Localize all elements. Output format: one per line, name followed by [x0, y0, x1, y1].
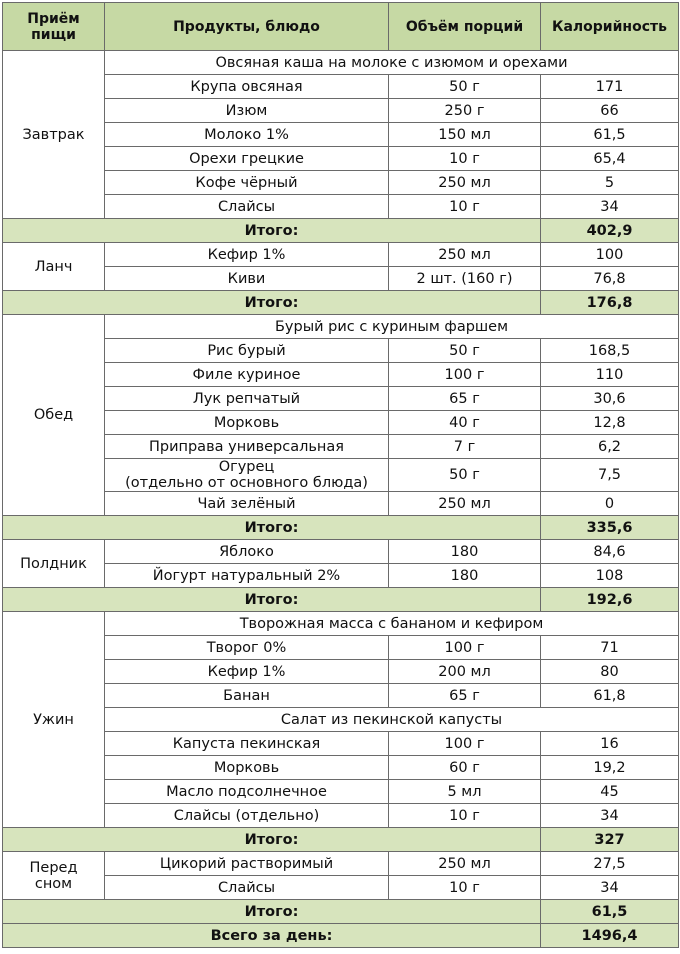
product-cell [105, 636, 389, 660]
product-name: Огурец [218, 459, 275, 475]
total-row [3, 828, 679, 852]
calories-cell: 34 [541, 195, 679, 219]
table-row [3, 684, 679, 708]
product-cell [105, 411, 389, 435]
calories-cell: 108 [541, 564, 679, 588]
calories-cell: 0 [541, 492, 679, 516]
calories-cell: 16 [541, 732, 679, 756]
table-row [3, 123, 679, 147]
calories-cell: 65,4 [541, 147, 679, 171]
header-product: Продукты, блюдо [105, 3, 389, 51]
table-row [3, 492, 679, 516]
calories-cell: 19,2 [541, 756, 679, 780]
total-label: Итого: [3, 219, 541, 243]
calories-cell: 168,5 [541, 339, 679, 363]
product-name: Крупа овсяная [190, 78, 303, 95]
calories-cell: 12,8 [541, 411, 679, 435]
meal-name-text: Ужин [33, 711, 74, 728]
product-name: Кефир 1% [207, 246, 286, 263]
calories-cell: 84,6 [541, 540, 679, 564]
calorie-table [2, 2, 679, 948]
product-cell [105, 435, 389, 459]
product-cell [105, 267, 389, 291]
product-cell [105, 540, 389, 564]
product-name: Йогурт натуральный 2% [152, 567, 341, 584]
meal-name [3, 612, 105, 828]
calories-cell: 34 [541, 804, 679, 828]
portion-cell: 65 г [389, 684, 541, 708]
total-label: Итого: [3, 516, 541, 540]
table-row [3, 852, 679, 876]
total-label: Итого: [3, 828, 541, 852]
product-name: Цикорий растворимый [159, 855, 334, 872]
meal-name-text: Полдник [20, 555, 87, 572]
dish-title: Овсяная каша на молоке с изюмом и орехами [105, 51, 679, 75]
product-name: Творог 0% [206, 639, 287, 656]
product-cell [105, 99, 389, 123]
product-name: Масло подсолнечное [166, 783, 327, 800]
product-name: Лук репчатый [192, 390, 301, 407]
product-cell [105, 363, 389, 387]
dish-title: Салат из пекинской капусты [105, 708, 679, 732]
product-name: Слайсы [217, 879, 276, 896]
portion-cell: 250 мл [389, 243, 541, 267]
portion-cell: 180 [389, 540, 541, 564]
product-name: Капуста пекинская [172, 735, 321, 752]
product-name: Чай зелёный [197, 495, 296, 512]
portion-cell: 250 мл [389, 852, 541, 876]
meal-name-text: Обед [33, 407, 74, 423]
calories-cell: 27,5 [541, 852, 679, 876]
portion-cell: 65 г [389, 387, 541, 411]
dish-row [3, 612, 679, 636]
portion-cell: 200 мл [389, 660, 541, 684]
product-name: Яблоко [219, 543, 274, 560]
table-row [3, 636, 679, 660]
dish-row [3, 51, 679, 75]
portion-cell: 10 г [389, 876, 541, 900]
meal-name [3, 540, 105, 588]
table-row [3, 411, 679, 435]
portion-cell: 50 г [389, 339, 541, 363]
calories-cell: 171 [541, 75, 679, 99]
meal-name [3, 315, 105, 516]
meal-name [3, 243, 105, 291]
product-cell [105, 195, 389, 219]
product-name: Морковь [213, 414, 280, 431]
portion-cell: 7 г [389, 435, 541, 459]
calories-cell: 34 [541, 876, 679, 900]
total-value: 176,8 [541, 291, 679, 315]
meal-name [3, 852, 105, 900]
total-row [3, 291, 679, 315]
portion-cell: 10 г [389, 147, 541, 171]
meal-name-text: Завтрак [22, 126, 85, 143]
product-cell [105, 171, 389, 195]
table-row [3, 243, 679, 267]
calories-cell: 110 [541, 363, 679, 387]
total-value: 192,6 [541, 588, 679, 612]
dish-title: Творожная масса с бананом и кефиром [105, 612, 679, 636]
product-cell [105, 459, 389, 492]
table-row [3, 363, 679, 387]
table-row [3, 780, 679, 804]
product-name: Рис бурый [207, 342, 286, 359]
meal-name-text: Ланч [34, 258, 73, 275]
total-row [3, 900, 679, 924]
product-name: Кофе чёрный [195, 174, 298, 191]
calories-cell: 6,2 [541, 435, 679, 459]
product-cell [105, 243, 389, 267]
product-cell [105, 492, 389, 516]
total-label: Итого: [3, 588, 541, 612]
product-cell [105, 876, 389, 900]
portion-cell: 50 г [389, 75, 541, 99]
product-cell [105, 339, 389, 363]
header-meal-word: Приём [27, 10, 80, 27]
meal-name [3, 51, 105, 219]
portion-cell: 180 [389, 564, 541, 588]
header-portion: Объём порций [389, 3, 541, 51]
table-body [3, 51, 679, 948]
portion-cell: 40 г [389, 411, 541, 435]
portion-cell: 250 мл [389, 492, 541, 516]
portion-cell: 100 г [389, 732, 541, 756]
total-value: 402,9 [541, 219, 679, 243]
calories-cell: 66 [541, 99, 679, 123]
calories-cell: 100 [541, 243, 679, 267]
portion-cell: 10 г [389, 195, 541, 219]
product-name: Слайсы (отдельно) [173, 807, 320, 824]
table-row [3, 435, 679, 459]
calories-cell: 61,5 [541, 123, 679, 147]
grand-total-label: Всего за день: [3, 924, 541, 948]
product-name: Киви [227, 270, 266, 287]
total-label: Итого: [3, 900, 541, 924]
product-name: Молоко 1% [204, 126, 289, 143]
portion-cell: 100 г [389, 636, 541, 660]
product-note: (отдельно от основного блюда) [125, 475, 368, 491]
header-meal [3, 3, 105, 51]
calories-cell: 5 [541, 171, 679, 195]
product-name: Кефир 1% [207, 663, 286, 680]
portion-cell: 150 мл [389, 123, 541, 147]
grand-total-value: 1496,4 [541, 924, 679, 948]
product-name: Приправа универсальная [148, 438, 345, 455]
table-row [3, 195, 679, 219]
product-name: Филе куриное [192, 366, 301, 383]
product-cell [105, 387, 389, 411]
table-row [3, 564, 679, 588]
portion-cell: 5 мл [389, 780, 541, 804]
total-row [3, 588, 679, 612]
header-calories: Калорийность [541, 3, 679, 51]
calories-cell: 30,6 [541, 387, 679, 411]
product-cell [105, 756, 389, 780]
table-row [3, 75, 679, 99]
table-row [3, 540, 679, 564]
calories-cell: 71 [541, 636, 679, 660]
product-name: Орехи грецкие [189, 150, 304, 167]
product-name: Банан [223, 687, 270, 704]
dish-title: Бурый рис с куриным фаршем [105, 315, 679, 339]
product-cell [105, 852, 389, 876]
portion-cell: 100 г [389, 363, 541, 387]
table-row [3, 339, 679, 363]
table-row [3, 387, 679, 411]
table-row [3, 804, 679, 828]
product-name: Морковь [213, 759, 280, 776]
dish-row [3, 708, 679, 732]
portion-cell: 60 г [389, 756, 541, 780]
portion-cell: 2 шт. (160 г) [389, 267, 541, 291]
table-row [3, 147, 679, 171]
table-row [3, 171, 679, 195]
header-meal-word: пищи [31, 26, 76, 43]
portion-cell: 10 г [389, 804, 541, 828]
table-row [3, 459, 679, 492]
table-row [3, 876, 679, 900]
product-cell [105, 804, 389, 828]
product-cell [105, 147, 389, 171]
meal-name-text: Перед [29, 859, 78, 876]
portion-cell: 50 г [389, 459, 541, 492]
product-cell [105, 732, 389, 756]
table-row [3, 732, 679, 756]
table-row [3, 267, 679, 291]
calories-cell: 45 [541, 780, 679, 804]
portion-cell: 250 г [389, 99, 541, 123]
total-label: Итого: [3, 291, 541, 315]
meal-name-text: сном [34, 875, 73, 892]
portion-cell: 250 мл [389, 171, 541, 195]
table-row [3, 660, 679, 684]
grand-total-row [3, 924, 679, 948]
total-row [3, 219, 679, 243]
table-row [3, 99, 679, 123]
table-row [3, 756, 679, 780]
total-value: 335,6 [541, 516, 679, 540]
calories-cell: 76,8 [541, 267, 679, 291]
total-value: 327 [541, 828, 679, 852]
dish-row [3, 315, 679, 339]
calories-cell: 61,8 [541, 684, 679, 708]
product-name: Слайсы [217, 198, 276, 215]
calories-cell: 7,5 [541, 459, 679, 492]
calories-cell: 80 [541, 660, 679, 684]
product-name: Изюм [225, 102, 268, 119]
product-cell [105, 660, 389, 684]
product-cell [105, 564, 389, 588]
header-row [3, 3, 679, 51]
total-value: 61,5 [541, 900, 679, 924]
product-cell [105, 75, 389, 99]
product-cell [105, 780, 389, 804]
total-row [3, 516, 679, 540]
product-cell [105, 123, 389, 147]
product-cell [105, 684, 389, 708]
